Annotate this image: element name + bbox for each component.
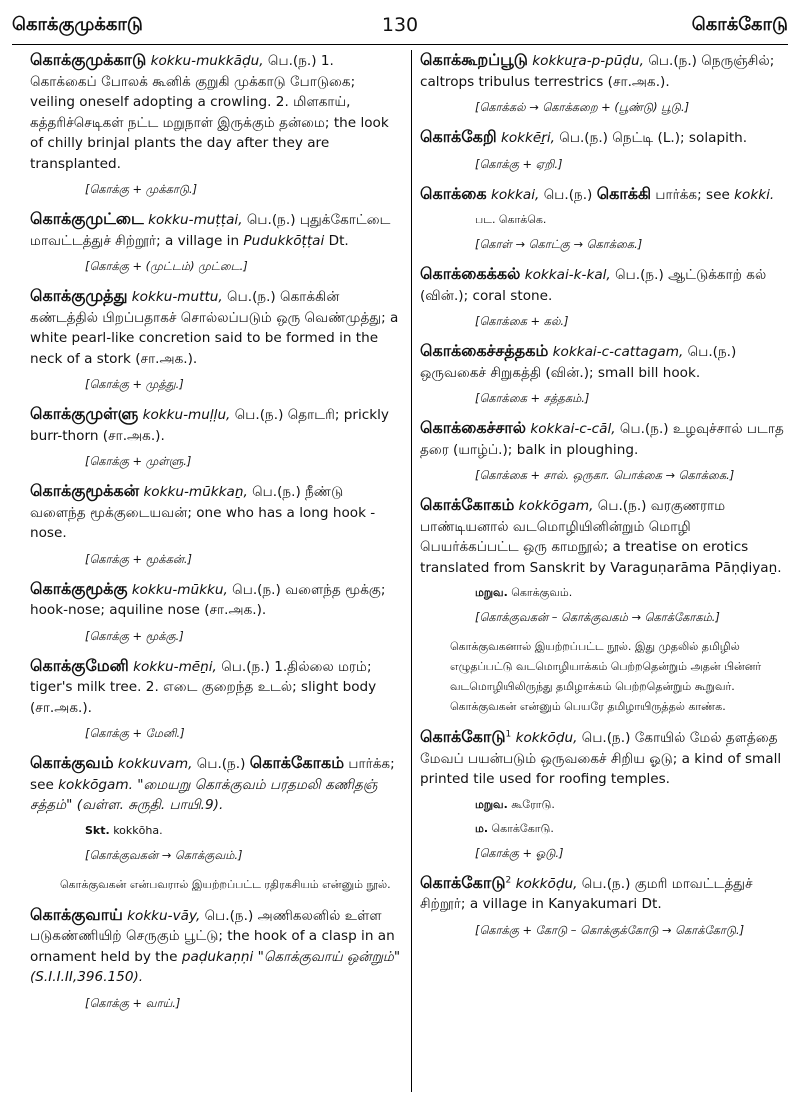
explanatory-paragraph: கொக்குவகன் என்பவரால் இயற்றப்பட்ட ரதிரகசியம் என்னும் நூல். bbox=[60, 877, 391, 891]
dictionary-entry bbox=[30, 656, 402, 719]
dictionary-entry bbox=[420, 341, 790, 383]
dictionary-entry bbox=[30, 481, 402, 544]
page-header bbox=[12, 4, 788, 45]
entry-transliteration: kokkai-c-cattagam, bbox=[552, 344, 684, 360]
dictionary-entry bbox=[420, 727, 790, 790]
entry-headword: கொக்கோகம் bbox=[420, 495, 515, 514]
etymology-note: [கொக்கு + கோடு – கொக்குக்கோடு → கொக்கோடு.] bbox=[475, 922, 745, 937]
cognate-value: கொக்கோடு. bbox=[491, 821, 554, 835]
left-column bbox=[30, 50, 402, 1095]
entry-headword: கொக்குமுக்காடு bbox=[30, 50, 147, 69]
dictionary-entry bbox=[420, 418, 790, 460]
entry-definition: பெ.(ந.) உழவுச்சால் படாத தரை (யாழ்ப்.); balk in ploughing. bbox=[420, 421, 784, 458]
entry-transliteration: kokkuṟa-p-pūḍu, bbox=[532, 53, 644, 69]
entry-definition-tail: Dt. bbox=[328, 232, 349, 249]
entry-transliteration: kokku-muṭṭai, bbox=[148, 212, 243, 228]
entry-headword: கொக்குவாய் bbox=[30, 904, 123, 924]
etymology-note: [கொள் → கொட்கு → கொக்கை.] bbox=[475, 237, 643, 251]
etymology-note: [கொக்கு + (முட்டம்) முட்டை.] bbox=[85, 259, 248, 273]
entry-transliteration: kokku-mēṉi, bbox=[133, 658, 217, 675]
entry-pos: பெ.(ந.) bbox=[196, 756, 246, 772]
etymology-note: [கொக்குவகன் → கொக்குவம்.] bbox=[85, 847, 243, 862]
explanatory-paragraph: கொக்குவகனால் இயற்றப்பட்ட நூல். இது முதலில் தமிழில் எழுதப்பட்டு வடமொழியாக்கம் பெற்றதென்றும் அதன் பின்னர் வடமொழியிலிருந்து தமிழாக்கம் பெற்றதென்றும் கூறுவர். கொக்குவகன் என்னும் பெயரே தமிழாயிருத்தல் காண்க. bbox=[450, 640, 762, 713]
entry-see-transliteration: kokki. bbox=[734, 186, 775, 203]
entry-see-label: பார்க்க; see bbox=[655, 186, 730, 203]
dictionary-entry bbox=[30, 753, 402, 816]
entry-headword: கொக்குமுள்ளு bbox=[30, 404, 139, 423]
entry-headword: கொக்கைச்சத்தகம் bbox=[420, 341, 549, 360]
column-divider bbox=[411, 50, 412, 1092]
synonym-value: கொக்குவம். bbox=[511, 586, 573, 599]
synonym-value: கூரோடு. bbox=[511, 797, 555, 811]
dictionary-entry bbox=[420, 50, 790, 92]
etymology-note: [கொக்கு + மேனி.] bbox=[85, 726, 185, 740]
cognate-label: Skt. bbox=[85, 823, 110, 837]
entry-headword: கொக்குமேனி bbox=[30, 655, 129, 675]
entry-see-label: பார்க்க; see bbox=[30, 756, 395, 793]
entry-headword: கொக்குமூக்கு bbox=[30, 578, 128, 598]
entry-headword: கொக்குமுட்டை bbox=[30, 209, 144, 228]
entry-definition: பெ.(ந.) நெட்டி (L.); solapith. bbox=[559, 130, 748, 146]
etymology-note: [கொக்கை + கல்.] bbox=[475, 314, 569, 328]
entry-definition: பெ.(ந.) நீண்டு வளைந்த மூக்குடையவன்; one who has a long hook - nose. bbox=[30, 484, 376, 541]
etymology-note: [கொக்கு + ஓடு.] bbox=[475, 845, 564, 860]
entry-definition: பெ.(ந.) கோயில் மேல் தளத்தை மேவப் பயன்படும் ஒருவகைச் சிறிய ஓடு; a kind of small printed tile used for roofing temples. bbox=[420, 730, 782, 787]
entry-definition: பெ.(ந.) தொடரி; prickly burr-thorn (சா.அக.). bbox=[30, 407, 389, 444]
entry-transliteration: kokku-muḷḷu, bbox=[142, 407, 231, 423]
cognate-line bbox=[475, 821, 790, 837]
dictionary-entry bbox=[420, 873, 790, 915]
entry-pos: பெ.(ந.) bbox=[543, 186, 593, 203]
entry-transliteration: kokkōḍu, bbox=[515, 875, 578, 892]
header-left-guide-word: கொக்குமுக்காடு bbox=[12, 14, 143, 35]
entry-transliteration: kokku-muttu, bbox=[131, 289, 223, 305]
entry-definition: பெ.(ந.) குமரி மாவட்டத்துச் சிற்றூர்; a village in Kanyakumari Dt. bbox=[420, 875, 753, 912]
entry-headword: கொக்குமுத்து bbox=[30, 286, 128, 305]
entry-transliteration: kokkai-c-cāl, bbox=[530, 421, 616, 437]
homonym-number: 1 bbox=[505, 729, 512, 740]
header-right-guide-word: கொக்கோடு bbox=[691, 14, 788, 35]
dictionary-entry bbox=[30, 286, 402, 369]
dictionary-entry bbox=[30, 50, 402, 174]
entry-transliteration: kokku-mukkāḍu, bbox=[150, 53, 264, 69]
entry-definition: பெ.(ந.) நெருஞ்சில்; caltrops tribulus terrestrics (சா.அக.). bbox=[420, 53, 775, 90]
entry-quotation: "மையறு கொக்குவம் பரதமலி கணிதஞ் சத்தம்" bbox=[30, 776, 378, 813]
synonym-line bbox=[475, 585, 790, 601]
cognate-label: ம. bbox=[475, 821, 489, 835]
etymology-note: [கொக்கு + முக்காடு.] bbox=[85, 182, 198, 196]
etymology-note: [கொக்கு + ஏறி.] bbox=[475, 156, 563, 171]
entry-definition: பெ.(ந.) அணிகலனில் உள்ள படுகண்ணியிற் செருகும் பூட்டு; the hook of a clasp in an ornament held by the bbox=[30, 907, 395, 965]
dictionary-entry bbox=[420, 127, 790, 149]
entry-cross-reference: கொக்கி bbox=[596, 183, 652, 203]
entry-transliteration: kokku-vāy, bbox=[127, 907, 201, 924]
cognate-line bbox=[85, 823, 402, 839]
etymology-note: [கொக்கல் → கொக்கறை + (பூண்டு) பூடு.] bbox=[475, 100, 690, 114]
etymology-note: [கொக்கை + சால். ஒருகா. பொக்கை → கொக்கை.] bbox=[475, 468, 735, 482]
etymology-note: [கொக்கு + வாய்.] bbox=[85, 995, 181, 1010]
entry-transliteration: kokkōgam, bbox=[518, 498, 594, 514]
entry-headword: கொக்கூறப்பூடு bbox=[420, 50, 528, 69]
dictionary-entry bbox=[420, 495, 790, 578]
entry-definition: பெ.(ந.) 1. கொக்கைப் போலக் கூனிக் குறுகி முக்காடு போடுகை; veiling oneself adopting a crowling. 2. மிளகாய், கத்தரிச்செடிகள் நட்ட மறுநாள் இருக்கும் தன்மை; the look of chilly brinjal plants the day after they are transplanted. bbox=[30, 53, 389, 172]
dictionary-entry bbox=[420, 264, 790, 306]
synonym-line bbox=[475, 797, 790, 813]
entry-definition: பெ.(ந.) வளைந்த மூக்கு; hook-nose; aquiline nose (சா.அக.). bbox=[30, 581, 386, 618]
etymology-note: [கொக்கு + முத்து.] bbox=[85, 377, 184, 391]
dictionary-entry bbox=[30, 579, 402, 621]
entry-definition: பெ.(ந.) ஒருவகைச் சிறுகத்தி (வின்.); small bill hook. bbox=[420, 344, 737, 381]
entry-headword: கொக்கோடு bbox=[420, 872, 506, 892]
entry-transliteration: kokkuvam, bbox=[117, 756, 193, 772]
entry-transliteration: kokku-mūkkaṉ, bbox=[143, 484, 248, 500]
right-column bbox=[420, 50, 790, 1095]
entry-headword: கொக்குவம் bbox=[30, 753, 114, 772]
entry-transliteration: kokkai, bbox=[490, 186, 540, 203]
entry-transliteration: kokku-mūkku, bbox=[131, 581, 228, 598]
entry-transliteration: kokkōḍu, bbox=[515, 730, 578, 746]
cognate-line: பட. கொக்கெ. bbox=[475, 213, 547, 226]
entry-place-name: Pudukkōṭṭai bbox=[243, 232, 325, 249]
entry-headword: கொக்கோடு bbox=[420, 727, 506, 746]
entry-quotation: "கொக்குவாய் ஒன்றும்" (S.I.I.II,396.150). bbox=[30, 948, 401, 985]
entry-pos: பெ.(ந.) bbox=[246, 212, 296, 228]
entry-headword: கொக்கேறி bbox=[420, 127, 497, 146]
synonym-label: மறுவ. bbox=[475, 797, 508, 811]
entry-headword: கொக்கைச்சால் bbox=[420, 418, 527, 437]
etymology-note: [கொக்கை + சத்தகம்.] bbox=[475, 391, 590, 405]
page-number: 130 bbox=[381, 14, 419, 36]
entry-headword: கொக்கை bbox=[420, 183, 487, 203]
etymology-note: [கொக்குவகன் – கொக்குவகம் → கொக்கோகம்.] bbox=[475, 610, 720, 624]
dictionary-entry bbox=[30, 209, 402, 251]
cognate-value: kokkōha. bbox=[113, 823, 163, 837]
entry-italic-term: paḍukaṇṇi bbox=[181, 948, 254, 965]
entry-definition: பெ.(ந.) 1.தில்லை மரம்; tiger's milk tree. 2. எடை குறைந்த உடல்; slight body (சா.அக.). bbox=[30, 658, 377, 716]
etymology-note: [கொக்கு + முள்ளு.] bbox=[85, 454, 192, 468]
dictionary-entry bbox=[420, 184, 790, 206]
entry-definition: பெ.(ந.) கொக்கின் கண்டத்தில் பிறப்பதாகச் சொல்லப்படும் ஒரு வெண்முத்து; a white pearl-like concretion said to be formed in the neck of a stork (சா.அக.). bbox=[30, 289, 399, 367]
etymology-note: [கொக்கு + மூக்கன்.] bbox=[85, 551, 192, 566]
entry-citation: (வள்ள. சுருதி. பாயி.9). bbox=[76, 797, 224, 813]
entry-transliteration: kokkai-k-kal, bbox=[524, 267, 611, 283]
entry-headword: கொக்குமூக்கன் bbox=[30, 481, 140, 500]
etymology-note: [கொக்கு + மூக்கு.] bbox=[85, 628, 184, 643]
entry-see-transliteration: kokkōgam. bbox=[58, 776, 133, 793]
entry-definition: புதுக்கோட்டை மாவட்டத்துச் சிற்றூர்; a village in bbox=[30, 212, 391, 249]
entry-headword: கொக்கைக்கல் bbox=[420, 264, 521, 283]
dictionary-entry bbox=[30, 404, 402, 446]
entry-definition: பெ.(ந.) ஆட்டுக்காற் கல் (வின்.); coral stone. bbox=[420, 267, 767, 304]
entry-transliteration: kokkēṟi, bbox=[500, 130, 555, 146]
dictionary-entry bbox=[30, 905, 402, 988]
entry-definition: பெ.(ந.) வரகுணராம பாண்டியனால் வடமொழியினின்றும் மொழி பெயர்க்கப்பட்ட ஒரு காமநூல்; a treatise on erotics translated from Sanskrit by Varaguṇarāma Pāṇḍiyaṉ. bbox=[420, 498, 782, 576]
entry-cross-reference: கொக்கோகம் bbox=[249, 753, 345, 772]
synonym-label: மறுவ. bbox=[475, 586, 508, 599]
homonym-number: 2 bbox=[505, 874, 512, 885]
